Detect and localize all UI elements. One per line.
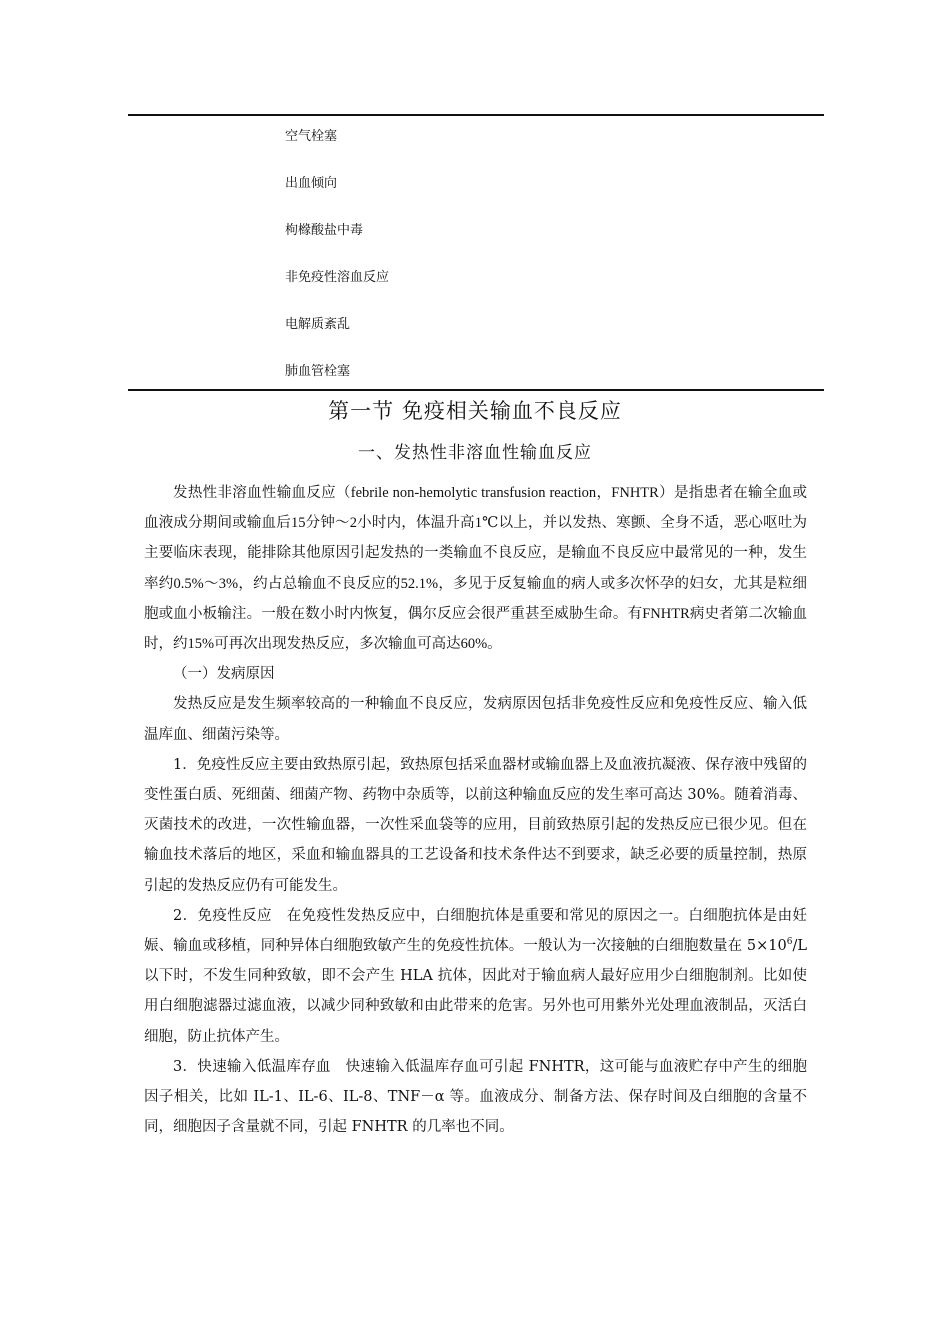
point-1-paragraph: 1．免疫性反应主要由致热原引起，致热原包括采血器材或输血器上及血液抗凝液、保存液中残留的变性蛋白质、死细菌、细菌产物、药物中杂质等，以前这种输血反应的发生率可高达 30%。随着消毒、灭菌技术的改进，一次性输血器，一次性采血袋等的应用，目前致热原引起的发热反应已很少见。但在输血技术落后的地区，采血和输血器具的工艺设备和技术条件达不到要求，缺乏必要的质量控制，热原引起的发热反应仍有可能发生。 (144, 756, 807, 894)
body-text (144, 478, 807, 1142)
point-3-paragraph: 3．快速输入低温库存血 快速输入低温库存血可引起 FNHTR，这可能与血液贮存中产生的细胞因子相关，比如 IL-1、IL-6、IL-8、TNF－α 等。血液成分、制备方法、保存时间及白细胞的含量不同，细胞因子含量就不同，引起 FNHTR 的几率也不同。 (144, 1058, 807, 1136)
cause-intro-paragraph: 发热反应是发生频率较高的一种输血不良反应，发病原因包括非免疫性反应和免疫性反应、输入低温库血、细菌污染等。 (144, 696, 807, 743)
table-row: 枸橼酸盐中毒 (285, 223, 364, 238)
point-2-exponent: 6 (786, 937, 793, 948)
section-title: 第一节 免疫相关输血不良反应 (328, 399, 622, 423)
table-row: 非免疫性溶血反应 (285, 270, 390, 285)
intro-paragraph: 发热性非溶血性输血反应（febrile non-hemolytic transfusion reaction，FNHTR）是指患者在输全血或血液成分期间或输血后15分钟～2小时内，体温升高1℃以上，并以发热、寒颤、全身不适，恶心呕吐为主要临床表现，能排除其他原因引起发热的一类输血不良反应，是输血不良反应中最常见的一种，发生率约0.5%～3%，约占总输血不良反应的52.1%，多见于反复输血的病人或多次怀孕的妇女，尤其是粒细胞或血小板输注。一般在数小时内恢复，偶尔反应会很严重甚至威胁生命。有FNHTR病史者第二次输血时，约15%可再次出现发热反应，多次输血可高达60%。 (144, 485, 807, 653)
section-subtitle: 一、发热性非溶血性输血反应 (358, 443, 592, 463)
point-2-text-start: 2．免疫性反应 在免疫性发热反应中，白细胞抗体是重要和常见的原因之一。白细胞抗体是由妊娠、输血或移植，同种异体白细胞致敏产生的免疫性抗体。一般认为一次接触的白细胞数量在 5×10 (144, 907, 807, 955)
table-row: 肺血管栓塞 (285, 364, 351, 379)
table-row: 电解质紊乱 (285, 317, 351, 332)
table-bottom-rule (128, 389, 824, 391)
point-2-text-end: /L 以下时，不发生同种致敏，即不会产生 HLA 抗体，因此对于输血病人最好应用少白细胞制剂。比如使用白细胞滤器过滤血液，以减少同种致敏和由此带来的危害。另外也可用紫外光处理血液制品，灭活白细胞，防止抗体产生。 (144, 938, 807, 1045)
table-row: 出血倾向 (285, 176, 338, 191)
table-row: 空气栓塞 (285, 129, 338, 144)
point-2-paragraph (144, 901, 807, 1052)
table-top-rule (128, 114, 824, 116)
adverse-reaction-table (285, 120, 389, 402)
cause-heading: （一）发病原因 (173, 666, 275, 683)
